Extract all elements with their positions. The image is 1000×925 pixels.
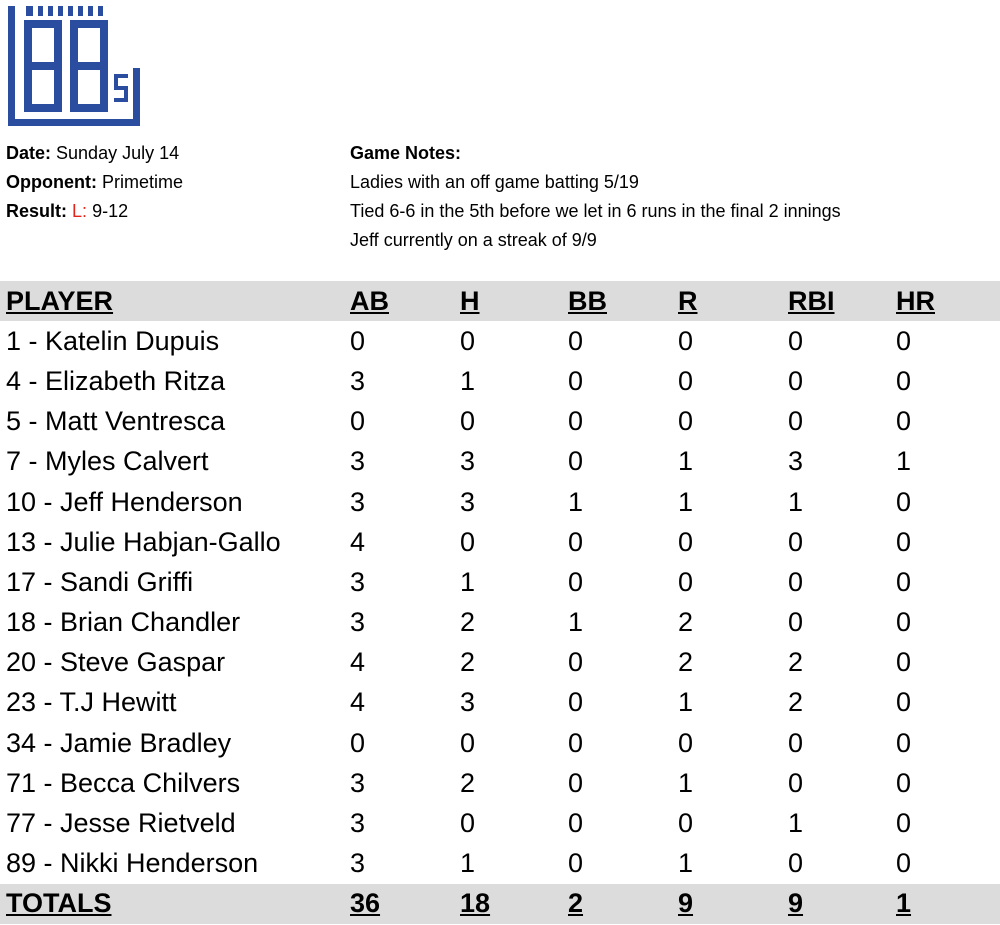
player-name-cell: 4 - Elizabeth Ritza [6,365,226,396]
walks-cell: 0 [568,446,584,477]
hits-cell: 0 [460,406,476,437]
rbi-cell: 0 [788,406,804,437]
runs-cell: 0 [678,566,694,597]
player-name-cell: 18 - Brian Chandler [6,607,241,638]
player-name-cell: 34 - Jamie Bradley [6,727,232,758]
runs-cell: 0 [678,406,694,437]
at-bats-cell: 4 [350,647,366,678]
player-name-cell: 1 - Katelin Dupuis [6,325,220,356]
player-name-cell: 10 - Jeff Henderson [6,486,243,517]
runs-cell: 2 [678,647,694,678]
player-name-cell: 89 - Nikki Henderson [6,848,259,879]
hits-cell: 0 [460,325,476,356]
table-row [0,402,1000,442]
player-name-cell: 17 - Sandi Griffi [6,566,194,597]
totals-row [0,884,1000,924]
table-row [0,643,1000,683]
table-row [0,603,1000,643]
hits-cell: 3 [460,446,476,477]
runs-cell: 0 [678,808,694,839]
total-h: 18 [460,888,491,919]
player-name-cell: 77 - Jesse Rietveld [6,808,236,839]
runs-cell: 0 [678,365,694,396]
walks-cell: 0 [568,767,584,798]
at-bats-cell: 0 [350,727,366,758]
walks-cell: 0 [568,325,584,356]
rbi-cell: 3 [788,446,804,477]
table-body [0,321,1000,884]
walks-cell: 1 [568,607,584,638]
hits-cell: 3 [460,486,476,517]
hits-cell: 2 [460,607,476,638]
game-notes [350,139,841,255]
home-runs-cell: 0 [896,687,912,718]
note-line: Tied 6-6 in the 5th before we let in 6 runs in the final 2 innings [350,201,841,221]
result-code: L: [72,201,88,221]
at-bats-cell: 3 [350,607,366,638]
table-row [0,844,1000,884]
runs-cell: 1 [678,486,694,517]
hits-cell: 0 [460,526,476,557]
at-bats-cell: 4 [350,526,366,557]
home-runs-cell: 0 [896,607,912,638]
player-name-cell: 13 - Julie Habjan-Gallo [6,526,281,557]
player-name-cell: 7 - Myles Calvert [6,446,209,477]
game-info [6,139,183,226]
rbi-cell: 1 [788,486,804,517]
game-date: Sunday July 14 [56,143,180,163]
walks-cell: 0 [568,526,584,557]
rbi-cell: 2 [788,647,804,678]
player-name-cell: 5 - Matt Ventresca [6,406,226,437]
runs-cell: 1 [678,767,694,798]
at-bats-cell: 3 [350,767,366,798]
hits-cell: 1 [460,566,476,597]
at-bats-cell: 3 [350,446,366,477]
rbi-cell: 0 [788,365,804,396]
home-runs-cell: 0 [896,406,912,437]
runs-cell: 2 [678,607,694,638]
walks-cell: 1 [568,486,584,517]
runs-cell: 1 [678,446,694,477]
walks-cell: 0 [568,647,584,678]
opponent-line: Opponent: Primetime [6,172,184,192]
table-header-row [0,281,1000,321]
at-bats-cell: 3 [350,808,366,839]
header-r: R [678,285,698,316]
at-bats-cell: 3 [350,486,366,517]
rbi-cell: 0 [788,566,804,597]
at-bats-cell: 4 [350,687,366,718]
runs-cell: 1 [678,687,694,718]
player-name-cell: 23 - T.J Hewitt [6,687,177,718]
total-r: 9 [678,888,694,919]
table-row [0,442,1000,482]
rbi-cell: 0 [788,607,804,638]
final-score: 9-12 [92,201,129,221]
walks-cell: 0 [568,848,584,879]
rbi-cell: 0 [788,848,804,879]
home-runs-cell: 0 [896,727,912,758]
player-name-cell: 71 - Becca Chilvers [6,767,241,798]
total-rbi: 9 [788,888,804,919]
home-runs-cell: 0 [896,325,912,356]
table-row [0,723,1000,763]
rbi-cell: 1 [788,808,804,839]
header-ab: AB [350,285,389,316]
home-runs-cell: 0 [896,566,912,597]
home-runs-cell: 0 [896,486,912,517]
table-row [0,321,1000,361]
result-line: Result: L: 9-12 [6,201,129,221]
home-runs-cell: 0 [896,808,912,839]
date-line: Date: Sunday July 14 [6,143,180,163]
total-ab: 36 [350,888,381,919]
walks-cell: 0 [568,566,584,597]
at-bats-cell: 3 [350,566,366,597]
hits-cell: 1 [460,365,476,396]
table-row [0,803,1000,843]
opponent-name: Primetime [102,172,184,192]
table-row [0,482,1000,522]
note-line: Ladies with an off game batting 5/19 [350,172,639,192]
game-notes-heading: Game Notes: [350,143,462,163]
at-bats-cell: 3 [350,848,366,879]
table-row [0,683,1000,723]
totals-label: TOTALS [6,888,112,919]
team-logo-88s [8,6,140,126]
total-bb: 2 [568,888,584,919]
rbi-cell: 0 [788,325,804,356]
walks-cell: 0 [568,727,584,758]
table-row [0,361,1000,401]
player-name-cell: 20 - Steve Gaspar [6,647,226,678]
batting-stats-table [0,281,1000,924]
header-hr: HR [896,285,935,316]
at-bats-cell: 0 [350,325,366,356]
walks-cell: 0 [568,687,584,718]
at-bats-cell: 0 [350,406,366,437]
total-hr: 1 [896,888,912,919]
header-player: PLAYER [6,285,114,316]
home-runs-cell: 0 [896,647,912,678]
runs-cell: 0 [678,325,694,356]
runs-cell: 1 [678,848,694,879]
rbi-cell: 0 [788,727,804,758]
rbi-cell: 2 [788,687,804,718]
home-runs-cell: 0 [896,526,912,557]
hits-cell: 3 [460,687,476,718]
table-row [0,522,1000,562]
hits-cell: 0 [460,808,476,839]
hits-cell: 1 [460,848,476,879]
table-row [0,763,1000,803]
walks-cell: 0 [568,406,584,437]
hits-cell: 0 [460,727,476,758]
runs-cell: 0 [678,727,694,758]
walks-cell: 0 [568,365,584,396]
walks-cell: 0 [568,808,584,839]
at-bats-cell: 3 [350,365,366,396]
header-rbi: RBI [788,285,835,316]
hits-cell: 2 [460,767,476,798]
note-line: Jeff currently on a streak of 9/9 [350,230,597,250]
rbi-cell: 0 [788,767,804,798]
home-runs-cell: 0 [896,365,912,396]
rbi-cell: 0 [788,526,804,557]
home-runs-cell: 1 [896,446,912,477]
home-runs-cell: 0 [896,848,912,879]
table-row [0,562,1000,602]
runs-cell: 0 [678,526,694,557]
home-runs-cell: 0 [896,767,912,798]
header-h: H [460,285,480,316]
header-bb: BB [568,285,607,316]
hits-cell: 2 [460,647,476,678]
